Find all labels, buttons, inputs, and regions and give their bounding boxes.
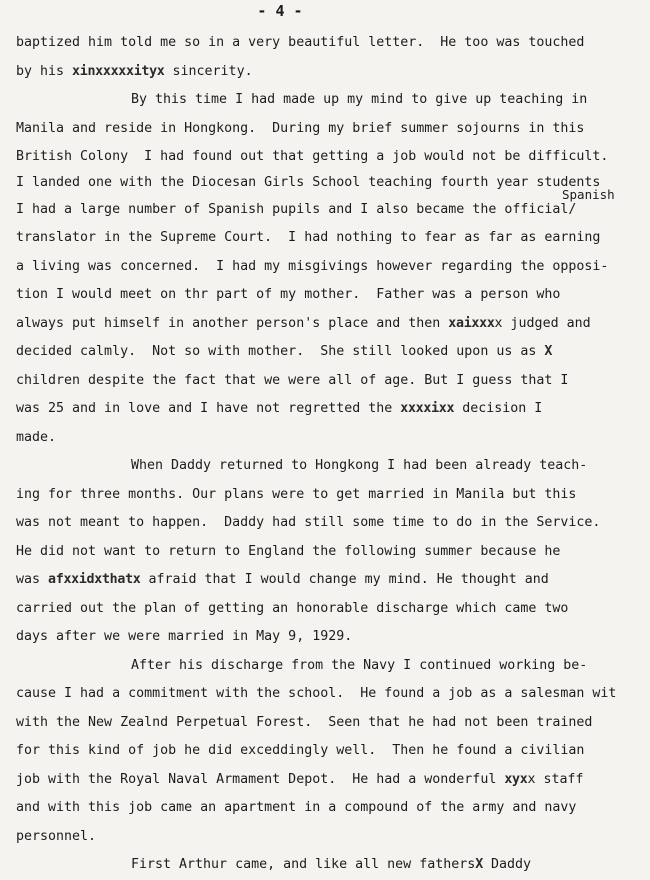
text-line <box>131 92 587 108</box>
line-text: was <box>16 572 49 587</box>
text-line <box>16 743 584 759</box>
text-line <box>16 487 576 503</box>
line-text: x staff <box>527 772 584 787</box>
text-line <box>16 202 576 218</box>
line-text: always put himself in another person's place and then <box>16 316 449 331</box>
interlinear-insertion <box>562 187 615 203</box>
text-line <box>16 401 542 417</box>
line-text: Daddy <box>482 857 531 872</box>
line-text: afraid that I would change my mind. He thought and <box>140 572 549 587</box>
page-number: - 4 - <box>257 2 303 20</box>
text-line <box>16 772 584 788</box>
line-text: Spanish <box>562 187 615 202</box>
line-text: sincerity. <box>164 64 253 79</box>
struck-out-text: xaixxx <box>448 316 495 331</box>
line-text: cause I had a commitment with the school. He found a job as a salesman wit <box>16 686 617 701</box>
line-text: children despite the fact that we were all of age. But I guess that I <box>16 373 569 388</box>
struck-out-text: X <box>544 344 553 359</box>
line-text: tion I would meet on thr part of my mother. Father was a person who <box>16 287 561 302</box>
line-text: carried out the plan of getting an honorable discharge which came two <box>16 601 569 616</box>
line-text: When Daddy returned to Hongkong I had been already teach- <box>131 458 588 473</box>
text-line <box>16 515 600 531</box>
text-line <box>16 601 568 617</box>
line-text: After his discharge from the Navy I continued working be- <box>131 658 588 673</box>
text-line <box>16 316 591 332</box>
line-text: was not meant to happen. Daddy had still some time to do in the Service. <box>16 515 601 530</box>
line-text: decision I <box>454 401 543 416</box>
text-line <box>16 35 584 51</box>
struck-out-text: xinxxxxxityx <box>72 64 165 79</box>
text-line <box>16 344 552 360</box>
line-text: First Arthur came, and like all new fathers <box>131 857 476 872</box>
text-line <box>16 829 96 845</box>
text-line <box>16 430 56 446</box>
line-text: British Colony I had found out that getting a job would not be difficult. <box>16 149 609 164</box>
text-line <box>16 64 253 80</box>
line-text: Manila and reside in Hongkong. During my brief summer sojourns in this <box>16 121 585 136</box>
line-text: I landed one with the Diocesan Girls School teaching fourth year students <box>16 175 601 190</box>
line-text: translator in the Supreme Court. I had nothing to fear as far as earning <box>16 230 601 245</box>
line-text: x judged and <box>494 316 591 331</box>
text-line <box>16 686 616 702</box>
line-text: by his <box>16 64 73 79</box>
text-line <box>131 857 531 873</box>
line-text: job with the Royal Naval Armament Depot. He had a wonderful <box>16 772 505 787</box>
text-line <box>16 175 600 191</box>
text-line <box>16 544 560 560</box>
text-line <box>16 121 584 137</box>
line-text: By this time I had made up my mind to give up teaching in <box>131 92 588 107</box>
struck-out-text: xxxxixx <box>400 401 455 416</box>
line-text: ing for three months. Our plans were to get married in Manila but this <box>16 487 577 502</box>
text-line <box>16 259 608 275</box>
text-line <box>16 373 568 389</box>
struck-out-text: X <box>475 857 483 872</box>
text-line <box>16 287 560 303</box>
line-text: decided calmly. Not so with mother. She still looked upon us as <box>16 344 545 359</box>
text-line <box>16 629 352 645</box>
text-line <box>131 458 587 474</box>
line-text: was 25 and in love and I have not regretted the <box>16 401 401 416</box>
text-line <box>16 149 608 165</box>
text-line <box>131 658 587 674</box>
line-text: with the New Zealnd Perpetual Forest. Seen that he had not been trained <box>16 715 593 730</box>
line-text: He did not want to return to England the following summer because he <box>16 544 561 559</box>
line-text: made. <box>16 430 57 445</box>
text-line <box>16 715 592 731</box>
line-text: I had a large number of Spanish pupils and I also became the official/ <box>16 202 577 217</box>
text-line <box>16 572 549 588</box>
line-text: for this kind of job he did exceddingly well. Then he found a civilian <box>16 743 585 758</box>
struck-out-text: afxxidxthatx <box>48 572 141 587</box>
text-line <box>16 800 576 816</box>
line-text: personnel. <box>16 829 97 844</box>
line-text: days after we were married in May 9, 1929. <box>16 629 353 644</box>
line-text: a living was concerned. I had my misgivings however regarding the opposi- <box>16 259 609 274</box>
text-line <box>16 230 600 246</box>
line-text: and with this job came an apartment in a compound of the army and navy <box>16 800 577 815</box>
line-text: baptized him told me so in a very beautiful letter. He too was touched <box>16 35 585 50</box>
struck-out-text: xyx <box>504 772 528 787</box>
